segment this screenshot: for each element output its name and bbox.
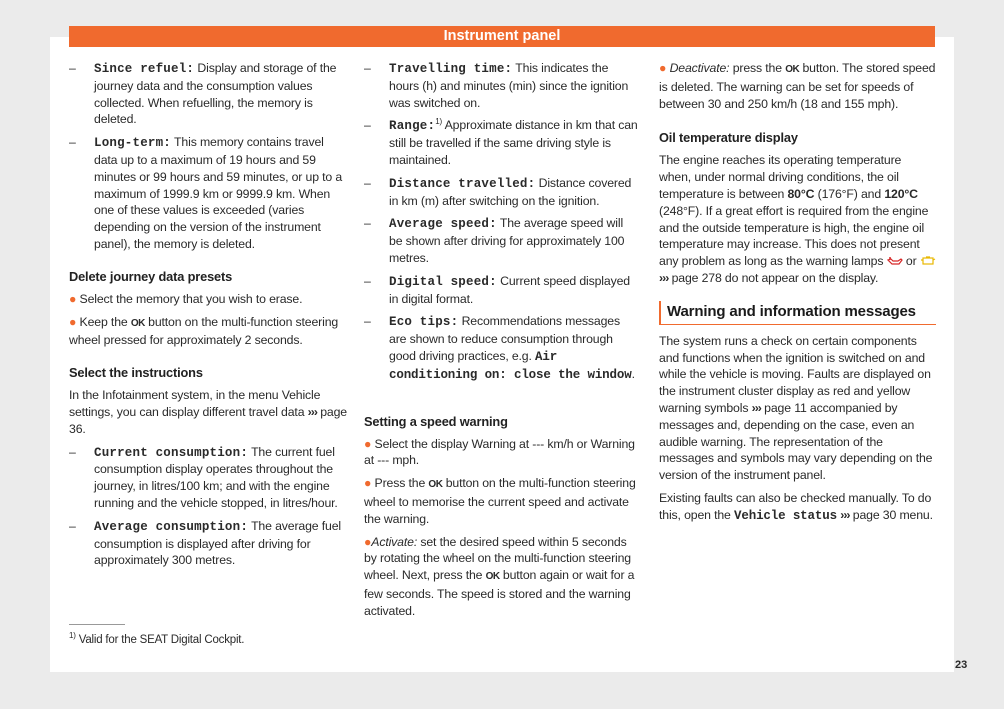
message-example: Air conditioning on: close the window — [389, 349, 632, 382]
engine-warning-icon — [920, 254, 936, 264]
list-item: – Current consumption: The current fuel consumption display operates throughout the journey, in litres/100 km; and with the engine running and the vehicle stopped, in litres/hour. — [69, 444, 338, 510]
list-item: – Range:$^{1)}$ Approximate distance in km that can still be travelled if the same driving style is maintained. — [364, 117, 638, 167]
ok-button-icon: OK — [485, 571, 500, 583]
bullet-icon: ● — [69, 314, 77, 329]
term-label: Distance travelled: — [389, 176, 536, 191]
column-left — [69, 60, 349, 575]
ok-button-icon: OK — [130, 317, 145, 329]
ok-button-icon: OK — [428, 479, 443, 491]
term-label: Average speed: — [389, 217, 497, 232]
term-label: Eco tips: — [389, 315, 459, 330]
bullet-icon: ● — [659, 61, 667, 75]
menu-term: Vehicle status — [734, 508, 837, 523]
step-paragraph: ● Keep the OK button on the multi-function steering wheel pressed for approximately 2 seconds. — [69, 314, 339, 348]
body-paragraph: The system runs a check on certain components and functions when the ignition is switched on and while the vehicle is moving. Faults are displayed on the instrument cluster display as red and yellow warning symbols ››› page 11 accompanied by messages and, depending on the case, even an audible warning. The representation of the messages and symbols may vary depending on the version of the instrument panel. — [659, 333, 933, 483]
step-paragraph: ● Deactivate: press the OK button. The stored speed is deleted. The warning can be set for speeds of between 30 and 250 km/h (18 and 155 mph). — [659, 61, 936, 111]
footnote-divider — [69, 624, 125, 625]
list-item: – Digital speed: Current speed displayed in digital format. — [364, 273, 630, 306]
cross-reference-arrow-icon: ››› — [659, 270, 669, 285]
list-item: – Eco tips: Recommendations messages are shown to reduce consumption through good driving practices, e.g. Air conditioning on: close the window. — [364, 314, 635, 382]
body-paragraph: Existing faults can also be checked manually. To do this, open the Vehicle status ››› page 30 menu. — [659, 490, 933, 523]
footnote-mark: 1) — [435, 117, 443, 127]
bullet-icon: ● — [364, 534, 372, 549]
footnote: $^{1)}$ Valid for the SEAT Digital Cockpit. — [69, 631, 245, 646]
term-label: Long-term: — [94, 136, 172, 151]
list-item: – Distance travelled: Distance covered in km (m) after switching on the ignition. — [364, 175, 632, 208]
section-heading: Delete journey data presets — [69, 268, 233, 284]
bullet-icon: ● — [364, 436, 372, 451]
chapter-header: Instrument panel — [69, 26, 935, 47]
term-label: Travelling time: — [389, 62, 513, 76]
bullet-icon: ● — [69, 291, 77, 306]
list-item: – Long-term: This memory contains travel data up to a maximum of 19 hours and 59 minutes or 99 hours and 59 minutes, or up to a maximum of 1999.9 km or 9999.9 km. When one of these values is exceeded (varies depending on the version of the instrument panel), the memory is deleted. — [69, 135, 343, 251]
list-item: – Average speed: The average speed will be shown after driving for approximately 100 metres. — [364, 216, 625, 265]
section-heading: Select the instructions — [69, 365, 203, 381]
body-paragraph: In the Infotainment system, in the menu Vehicle settings, you can display different travel data ››› page 36. — [69, 388, 347, 436]
list-item: – Average consumption: The average fuel consumption is displayed after driving for approximately 300 metres. — [69, 518, 341, 568]
term-label: Since refuel: — [94, 62, 195, 76]
oil-pressure-warning-icon — [887, 254, 903, 264]
cross-reference-arrow-icon: ››› — [840, 507, 850, 522]
section-heading: Setting a speed warning — [364, 413, 508, 429]
term-label: Average consumption: — [94, 519, 249, 534]
cross-reference-arrow-icon: ››› — [751, 400, 761, 415]
cross-reference-arrow-icon: ››› — [307, 404, 317, 419]
step-paragraph: ●Activate: set the desired speed within 5 seconds by rotating the wheel on the multi-function steering wheel. Next, press the OK button again or wait for a few seconds. The speed is stored and the warning activated. — [364, 534, 635, 618]
term-label: Digital speed: — [389, 274, 497, 289]
term-label: Current consumption: — [94, 445, 249, 460]
chapter-subheading: Warning and information messages — [659, 301, 936, 325]
section-heading: Oil temperature display — [659, 130, 798, 146]
step-paragraph: ● Select the display Warning at --- km/h or Warning at --- mph. — [364, 436, 635, 468]
column-middle — [364, 60, 639, 626]
column-right — [659, 60, 936, 531]
list-item: – Travelling time: This indicates the hours (h) and minutes (min) since the ignition was switched on. — [364, 61, 629, 110]
step-paragraph: ● Press the OK button on the multi-function steering wheel to memorise the current speed and activate the warning. — [364, 476, 636, 526]
body-paragraph: The engine reaches its operating temperature when, under normal driving conditions, the oil temperature is between 80°C (176°F) and 120°C (248°F). If a great effort is required from the engine and the outside temperature is high, the engine oil temperature may increase. This does not present any problem as long as the warning lamps or ››› page 278 do not appear on the display. — [659, 152, 936, 286]
step-paragraph: ● Select the memory that you wish to erase. — [69, 291, 303, 306]
page-number: 23 — [955, 659, 968, 671]
ok-button-icon: OK — [785, 64, 800, 75]
list-item: – Since refuel: Display and storage of the journey data and the consumption values collected. When refuelling, the memory is deleted. — [69, 61, 337, 127]
bullet-icon: ● — [364, 476, 372, 491]
term-label: Range: — [389, 119, 436, 134]
